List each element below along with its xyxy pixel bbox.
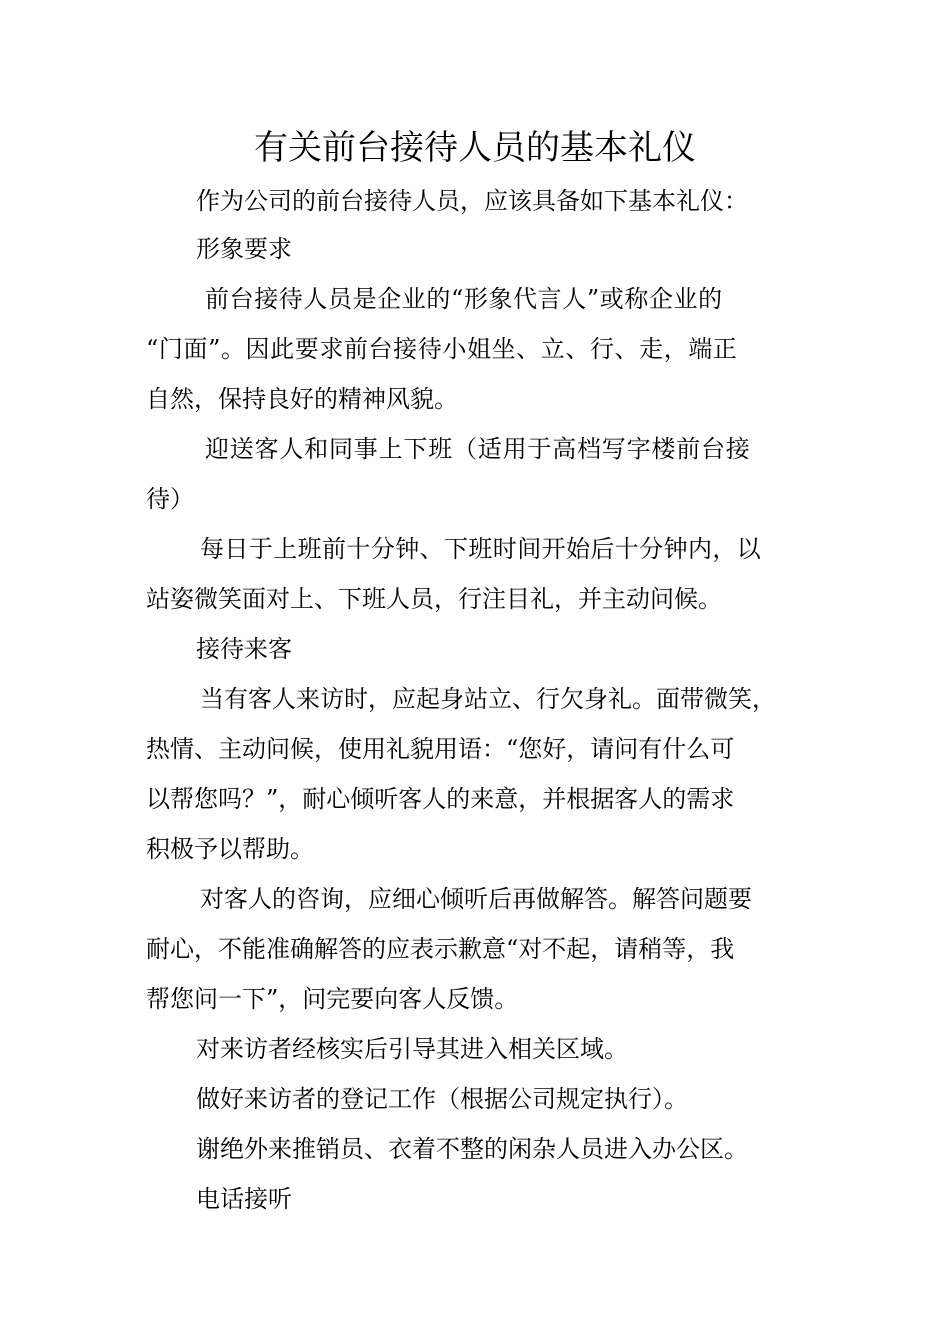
paragraph-line: “门面”。因此要求前台接待小姐坐、立、行、走，端正 <box>146 335 738 363</box>
paragraph-line: 对来访者经核实后引导其进入相关区域。 <box>196 1035 628 1063</box>
document-title: 有关前台接待人员的基本礼仪 <box>254 128 696 168</box>
paragraph-line: 做好来访者的登记工作（根据公司规定执行）。 <box>196 1085 688 1113</box>
paragraph-line: 每日于上班前十分钟、下班时间开始后十分钟内，以 <box>200 535 762 563</box>
paragraph-line: 积极予以帮助。 <box>146 835 314 863</box>
paragraph-line: 当有客人来访时，应起身站立、行欠身礼。面带微笑， <box>200 685 776 713</box>
heading-greeting-cont: 待） <box>146 485 194 513</box>
paragraph-line: 自然，保持良好的精神风貌。 <box>146 385 458 413</box>
paragraph-line: 谢绝外来推销员、衣着不整的闲杂人员进入办公区。 <box>196 1135 748 1163</box>
heading-receive-guests: 接待来客 <box>196 635 292 663</box>
paragraph-line: 以帮您吗？”，耐心倾听客人的来意，并根据客人的需求 <box>146 785 735 813</box>
paragraph-line: 站姿微笑面对上、下班人员，行注目礼，并主动问候。 <box>146 585 722 613</box>
paragraph-line: 耐心，不能准确解答的应表示歉意“对不起，请稍等，我 <box>146 935 735 963</box>
paragraph-line: 对客人的咨询，应细心倾听后再做解答。解答问题要 <box>200 885 752 913</box>
heading-image-requirements: 形象要求 <box>196 235 292 263</box>
paragraph-line: 帮您问一下”，问完要向客人反馈。 <box>146 985 519 1013</box>
heading-phone-answering: 电话接听 <box>196 1185 292 1213</box>
heading-greeting: 迎送客人和同事上下班（适用于高档写字楼前台接 <box>205 435 751 463</box>
paragraph-line: 热情、主动问候，使用礼貌用语：“您好，请问有什么可 <box>146 735 735 763</box>
paragraph-line: 前台接待人员是企业的“形象代言人”或称企业的 <box>205 285 723 313</box>
intro-line: 作为公司的前台接待人员，应该具备如下基本礼仪： <box>196 187 748 215</box>
